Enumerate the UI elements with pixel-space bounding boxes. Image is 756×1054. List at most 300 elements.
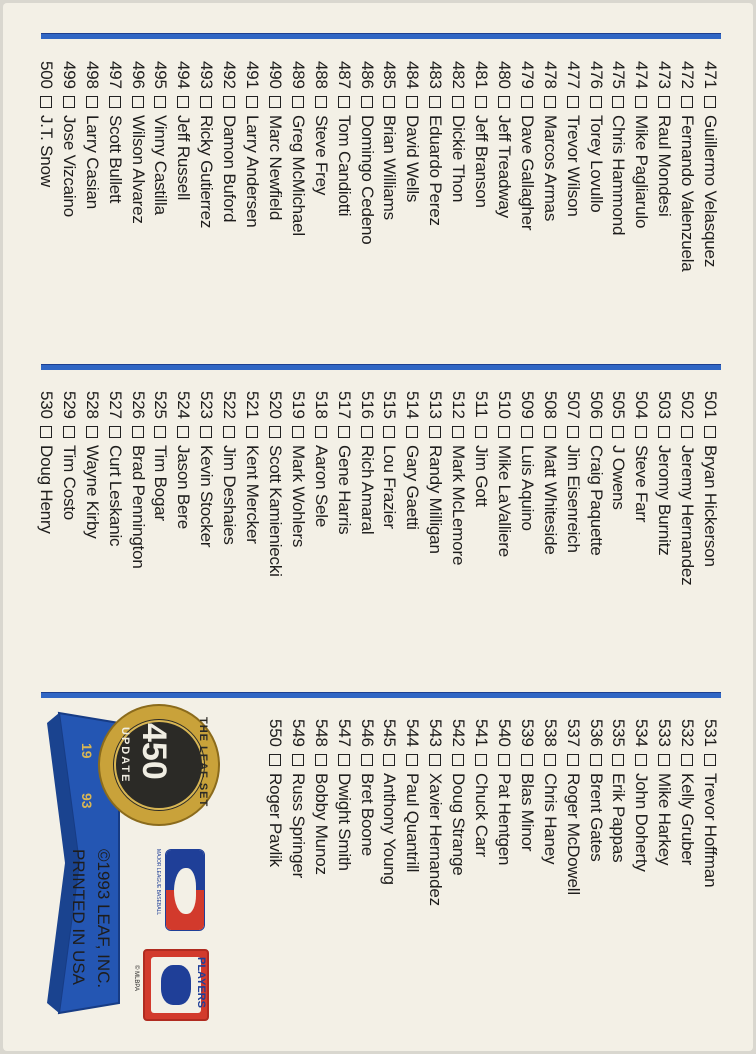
- card-number-label: 504: [632, 391, 652, 419]
- card-number-label: 502: [678, 391, 698, 419]
- checklist-entry: [354, 61, 380, 245]
- player-name: Bryan Hickerson: [701, 445, 720, 567]
- players-text: PLAYERS: [195, 957, 207, 1008]
- checkbox-icon[interactable]: [361, 426, 373, 438]
- player-name: Damon Buford: [220, 115, 240, 223]
- checklist-entry: [102, 61, 128, 203]
- card-number-label: 543: [426, 719, 446, 747]
- player-name: John Doherty: [632, 773, 652, 872]
- checklist-entry: [697, 61, 723, 267]
- player-name: David Wells: [403, 115, 423, 203]
- player-name: Lou Frazier: [380, 445, 400, 529]
- player-name: Jeromy Burnitz: [655, 445, 675, 556]
- player-name: Vinny Castilla: [151, 115, 171, 215]
- player-name: Jeff Branson: [472, 115, 491, 208]
- player-name: Rich Amaral: [357, 445, 377, 535]
- checklist-entry: [125, 61, 151, 224]
- card-number-label: 525: [151, 391, 171, 419]
- player-name: Xavier Hernandez: [426, 773, 446, 906]
- checkbox-icon[interactable]: [544, 96, 556, 108]
- player-name: Jim Deshaies: [220, 445, 240, 545]
- checklist-entry: [422, 391, 448, 554]
- player-name: Matt Whiteside: [540, 445, 560, 555]
- card-number-label: 493: [197, 61, 217, 89]
- checkbox-icon[interactable]: [544, 754, 556, 766]
- card-number-label: 542: [449, 719, 469, 747]
- checkbox-icon[interactable]: [658, 426, 670, 438]
- player-name: Curt Leskanic: [105, 445, 125, 547]
- player-name: Jeff Treadway: [494, 115, 514, 218]
- card-number-label: 511: [472, 391, 491, 418]
- checkbox-icon[interactable]: [452, 426, 464, 438]
- checkbox-icon[interactable]: [154, 426, 166, 438]
- player-name: Chris Haney: [540, 773, 560, 865]
- card-number-label: 471: [701, 61, 720, 89]
- checkbox-icon[interactable]: [246, 426, 258, 438]
- checkbox-icon[interactable]: [612, 754, 624, 766]
- checklist-entry: [628, 719, 654, 872]
- player-name: Craig Paquette: [586, 445, 606, 556]
- checklist-entry: [537, 61, 563, 221]
- card-number-label: 485: [380, 61, 400, 89]
- card-number-label: 527: [105, 391, 125, 419]
- player-name: Luis Aquino: [517, 445, 537, 531]
- checkbox-icon[interactable]: [292, 96, 304, 108]
- card-number-label: 531: [701, 719, 720, 747]
- player-name: Mike Harkey: [655, 773, 675, 866]
- card-number-label: 501: [701, 391, 720, 419]
- player-name: J Owens: [609, 445, 629, 510]
- checkbox-icon[interactable]: [475, 96, 487, 108]
- player-name: Wayne Kirby: [82, 445, 102, 539]
- card-number-label: 534: [632, 719, 652, 747]
- checkbox-icon[interactable]: [612, 96, 624, 108]
- player-name: Larry Andersen: [243, 115, 262, 228]
- checklist-entry: [651, 719, 677, 865]
- year-right: 93: [79, 793, 95, 809]
- checkbox-icon[interactable]: [704, 426, 716, 438]
- checklist-entry: [308, 391, 334, 527]
- card-number-label: 519: [288, 391, 308, 419]
- checkbox-icon[interactable]: [223, 96, 235, 108]
- card-number-label: 484: [403, 61, 423, 89]
- checklist-entry: [308, 719, 334, 875]
- checkbox-icon[interactable]: [383, 754, 395, 766]
- checkbox-icon[interactable]: [361, 96, 373, 108]
- player-name: Kent Mercker: [243, 445, 262, 544]
- checkbox-icon[interactable]: [292, 754, 304, 766]
- checklist-entry: [239, 391, 265, 544]
- player-name: Chuck Carr: [472, 773, 491, 857]
- checklist-entry: [354, 391, 380, 534]
- seal-top-text: THE LEAF SET: [197, 717, 209, 808]
- checkbox-icon[interactable]: [63, 426, 75, 438]
- player-name: Dwight Smith: [334, 773, 354, 871]
- checklist-entry: [514, 719, 540, 851]
- checkbox-icon[interactable]: [612, 426, 624, 438]
- checkbox-icon[interactable]: [109, 426, 121, 438]
- checkbox-icon[interactable]: [590, 96, 602, 108]
- checklist-entry: [651, 391, 677, 556]
- card-number-label: 479: [517, 61, 537, 89]
- checklist-entry: [491, 61, 517, 218]
- checklist-entry: [79, 391, 105, 539]
- checkbox-icon[interactable]: [406, 754, 418, 766]
- checkbox-icon[interactable]: [429, 426, 441, 438]
- checkbox-icon[interactable]: [567, 754, 579, 766]
- checkbox-icon[interactable]: [132, 96, 144, 108]
- card-number-label: 515: [380, 391, 400, 419]
- checkbox-icon[interactable]: [292, 426, 304, 438]
- player-name: Scott Bullett: [105, 115, 125, 204]
- checkbox-icon[interactable]: [406, 426, 418, 438]
- checkbox-icon[interactable]: [200, 426, 212, 438]
- card-number-label: 503: [655, 391, 675, 419]
- checklist-entry: [331, 391, 357, 534]
- card-number-label: 486: [357, 61, 377, 89]
- card-number-label: 528: [82, 391, 102, 419]
- checkbox-icon[interactable]: [704, 96, 716, 108]
- checkbox-icon[interactable]: [177, 96, 189, 108]
- card-number-label: 524: [174, 391, 194, 419]
- player-name: Jim Gott: [472, 445, 491, 507]
- checklist-entry: [147, 391, 173, 521]
- card-number-label: 476: [586, 61, 606, 89]
- checkbox-icon[interactable]: [429, 754, 441, 766]
- checklist-entry: [56, 61, 82, 217]
- checkbox-icon[interactable]: [406, 96, 418, 108]
- checkbox-icon[interactable]: [452, 96, 464, 108]
- checklist-entry: [651, 61, 677, 217]
- player-name: Scott Kamieniecki: [265, 445, 285, 577]
- player-name: Mark McLemore: [449, 445, 469, 566]
- checkbox-icon[interactable]: [315, 426, 327, 438]
- checkbox-icon[interactable]: [177, 426, 189, 438]
- checklist-entry: [491, 391, 517, 557]
- checklist-entry: [697, 391, 723, 567]
- player-name: Jim Eisenreich: [563, 445, 583, 553]
- checkbox-icon[interactable]: [681, 96, 693, 108]
- checkbox-icon[interactable]: [315, 96, 327, 108]
- copyright-line-2: PRINTED IN USA: [69, 849, 88, 986]
- checkbox-icon[interactable]: [223, 426, 235, 438]
- card-number-label: 495: [151, 61, 171, 89]
- card-number-label: 506: [586, 391, 606, 419]
- checklist-entry: [399, 61, 425, 202]
- player-name: Marc Newfield: [265, 115, 285, 221]
- checkbox-icon[interactable]: [63, 96, 75, 108]
- card-number-label: 530: [36, 391, 56, 419]
- divider-rule-middle: [41, 364, 721, 370]
- card-number-label: 536: [586, 719, 606, 747]
- card-number-label: 508: [540, 391, 560, 419]
- checklist-entry: [376, 391, 402, 529]
- card-number-label: 526: [128, 391, 148, 419]
- checklist-entry: [33, 391, 59, 534]
- card-number-label: 488: [311, 61, 331, 89]
- player-name: Trevor Hoffman: [701, 773, 720, 888]
- player-name: J.T. Snow: [36, 115, 56, 187]
- player-name: Chris Hammond: [609, 115, 629, 236]
- checklist-entry: [147, 61, 173, 215]
- card-number-label: 472: [678, 61, 698, 89]
- checklist-entry: [674, 391, 700, 585]
- card-number-label: 481: [472, 61, 491, 89]
- card-number-label: 492: [220, 61, 240, 89]
- player-name: Bobby Munoz: [311, 773, 331, 875]
- player-name: Kelly Gruber: [678, 773, 698, 866]
- players-sub-text: © MLBPA: [133, 965, 139, 991]
- player-name: Jeremy Hernandez: [678, 445, 698, 586]
- player-name: Torey Lovullo: [586, 115, 606, 213]
- card-number-label: 546: [357, 719, 377, 747]
- checkbox-icon[interactable]: [521, 96, 533, 108]
- player-name: Steve Frey: [311, 115, 331, 196]
- checklist-entry: [674, 61, 700, 272]
- card-number-label: 523: [197, 391, 217, 419]
- checkbox-icon[interactable]: [681, 426, 693, 438]
- checkbox-icon[interactable]: [658, 754, 670, 766]
- player-name: Greg McMichael: [288, 115, 308, 236]
- checkbox-icon[interactable]: [498, 96, 510, 108]
- player-name: Aaron Sele: [311, 445, 331, 528]
- player-name: Roger McDowell: [563, 773, 583, 895]
- checkbox-icon[interactable]: [635, 426, 647, 438]
- card-number-label: 520: [265, 391, 285, 419]
- player-name: Dickie Thon: [449, 115, 469, 203]
- checkbox-icon[interactable]: [498, 426, 510, 438]
- player-name: Steve Farr: [632, 445, 652, 523]
- seal-update-text: UPDATE: [119, 727, 131, 784]
- checkbox-icon[interactable]: [109, 96, 121, 108]
- checklist-entry: [537, 391, 563, 555]
- checklist-entry: [399, 719, 425, 872]
- checkbox-icon[interactable]: [86, 96, 98, 108]
- checklist-entry: [102, 391, 128, 546]
- checkbox-icon[interactable]: [590, 754, 602, 766]
- player-name: Mike LaValliere: [494, 445, 514, 557]
- checkbox-icon[interactable]: [429, 96, 441, 108]
- checkbox-icon[interactable]: [452, 754, 464, 766]
- checkbox-icon[interactable]: [498, 754, 510, 766]
- checkbox-icon[interactable]: [635, 96, 647, 108]
- checkbox-icon[interactable]: [704, 754, 716, 766]
- checklist-entry: [331, 719, 357, 871]
- checklist-entry: [125, 391, 151, 569]
- card-number-label: 483: [426, 61, 446, 89]
- checklist-entry: [491, 719, 517, 865]
- checklist-entry: [628, 391, 654, 522]
- card-number-label: 480: [494, 61, 514, 89]
- checklist-entry: [56, 391, 82, 520]
- player-name: Brian Williams: [380, 115, 400, 220]
- card-number-label: 482: [449, 61, 469, 89]
- checklist-entry: [285, 61, 311, 236]
- player-name: Randy Milligan: [426, 445, 446, 554]
- checklist-entry: [33, 61, 59, 187]
- player-name: Paul Quantrill: [403, 773, 423, 873]
- player-name: Blas Minor: [517, 773, 537, 852]
- card-number-label: 549: [288, 719, 308, 747]
- checkbox-icon[interactable]: [567, 426, 579, 438]
- checkbox-icon[interactable]: [86, 426, 98, 438]
- checkbox-icon[interactable]: [521, 754, 533, 766]
- checklist-entry: [216, 61, 242, 222]
- checkbox-icon[interactable]: [269, 426, 281, 438]
- checkbox-icon[interactable]: [383, 96, 395, 108]
- player-name: Wilson Alvarez: [128, 115, 148, 224]
- checkbox-icon[interactable]: [567, 96, 579, 108]
- player-name: Fernando Valenzuela: [678, 115, 698, 272]
- checkbox-icon[interactable]: [658, 96, 670, 108]
- card-number-label: 478: [540, 61, 560, 89]
- checklist-entry: [445, 719, 471, 876]
- card-number-label: 529: [59, 391, 79, 419]
- checkbox-icon[interactable]: [40, 96, 52, 108]
- checklist-entry: [583, 719, 609, 862]
- card-back: [3, 3, 753, 1051]
- checkbox-icon[interactable]: [40, 426, 52, 438]
- card-number-label: 538: [540, 719, 560, 747]
- checklist-entry: [262, 391, 288, 577]
- card-number-label: 548: [311, 719, 331, 747]
- checkbox-icon[interactable]: [269, 96, 281, 108]
- checkbox-icon[interactable]: [338, 96, 350, 108]
- divider-rule-bottom: [41, 692, 721, 698]
- checkbox-icon[interactable]: [269, 754, 281, 766]
- checkbox-icon[interactable]: [315, 754, 327, 766]
- checkbox-icon[interactable]: [521, 426, 533, 438]
- card-number-label: 532: [678, 719, 698, 747]
- player-name: Eduardo Perez: [426, 115, 446, 226]
- player-name: Tim Bogar: [151, 445, 171, 521]
- player-name: Doug Strange: [449, 773, 469, 876]
- checklist-entry: [262, 61, 288, 220]
- card-number-label: 499: [59, 61, 79, 89]
- player-name: Trevor Wilson: [563, 115, 583, 217]
- checklist-entry: [605, 61, 631, 235]
- checkbox-icon[interactable]: [475, 754, 487, 766]
- card-number-label: 491: [243, 61, 262, 89]
- mlb-text: MAJOR LEAGUE BASEBALL: [155, 849, 161, 916]
- card-number-label: 514: [403, 391, 423, 419]
- card-number-label: 500: [36, 61, 56, 89]
- checklist-entry: [170, 391, 196, 529]
- card-number-label: 509: [517, 391, 537, 419]
- card-number-label: 474: [632, 61, 652, 89]
- player-name: Anthony Young: [380, 773, 400, 885]
- checkbox-icon[interactable]: [544, 426, 556, 438]
- checkbox-icon[interactable]: [361, 754, 373, 766]
- player-name: Gary Gaetti: [403, 445, 423, 530]
- card-number-label: 517: [334, 391, 354, 419]
- card-number-label: 550: [265, 719, 285, 747]
- checkbox-icon[interactable]: [590, 426, 602, 438]
- card-number-label: 518: [311, 391, 331, 419]
- checklist-entry: [697, 719, 723, 887]
- card-number-label: 537: [563, 719, 583, 747]
- card-number-label: 505: [609, 391, 629, 419]
- card-number: 450: [135, 723, 173, 780]
- checklist-entry: [376, 719, 402, 885]
- checklist-entry: [537, 719, 563, 864]
- checkbox-icon[interactable]: [383, 426, 395, 438]
- player-name: Jeff Russell: [174, 115, 194, 201]
- checkbox-icon[interactable]: [154, 96, 166, 108]
- player-name: Guillermo Velasquez: [701, 115, 720, 268]
- player-name: Larry Casian: [82, 115, 102, 209]
- checklist-entry: [216, 391, 242, 545]
- card-number-label: 513: [426, 391, 446, 419]
- card-number-label: 516: [357, 391, 377, 419]
- player-name: Erik Pappas: [609, 773, 629, 863]
- checklist-entry: [628, 61, 654, 228]
- checklist-entry: [445, 391, 471, 565]
- checklist-entry: [354, 719, 380, 856]
- card-number-label: 487: [334, 61, 354, 89]
- checklist-entry: [331, 61, 357, 216]
- card-number-label: 541: [472, 719, 491, 747]
- checklist-entry: [583, 61, 609, 213]
- player-name: Pat Hentgen: [494, 773, 514, 866]
- player-name: Bret Boone: [357, 773, 377, 857]
- checklist-entry: [583, 391, 609, 556]
- checklist-entry: [193, 391, 219, 547]
- checklist-entry: [422, 61, 448, 226]
- checklist-entry: [468, 391, 494, 507]
- player-name: Kevin Stocker: [197, 445, 217, 548]
- card-number-label: 535: [609, 719, 629, 747]
- player-name: Dave Gallagher: [517, 115, 537, 231]
- card-number-label: 545: [380, 719, 400, 747]
- player-name: Brad Pennington: [128, 445, 148, 569]
- card-number-label: 533: [655, 719, 675, 747]
- checkbox-icon[interactable]: [635, 754, 647, 766]
- card-number-label: 521: [243, 391, 262, 419]
- checklist-entry: [560, 719, 586, 895]
- checklist-entry: [399, 391, 425, 530]
- checklist-entry: [285, 719, 311, 878]
- checklist-entry: [560, 391, 586, 553]
- card-number-label: 473: [655, 61, 675, 89]
- divider-rule-top: [41, 33, 721, 39]
- player-name: Mark Wohlers: [288, 445, 308, 548]
- player-name: Jose Vizcaino: [59, 115, 79, 217]
- checklist-entry: [79, 61, 105, 209]
- player-name: Mike Pagliarulo: [632, 115, 652, 229]
- checkbox-icon[interactable]: [681, 754, 693, 766]
- checklist-entry: [560, 61, 586, 217]
- checklist-entry: [445, 61, 471, 202]
- player-name: Ricky Gutierrez: [197, 115, 217, 229]
- checkbox-icon[interactable]: [338, 426, 350, 438]
- card-number-label: 475: [609, 61, 629, 89]
- checkbox-icon[interactable]: [338, 754, 350, 766]
- player-name: Russ Springer: [288, 773, 308, 879]
- checkbox-icon[interactable]: [132, 426, 144, 438]
- player-name: Raul Mondesi: [655, 115, 675, 217]
- copyright-line-1: ©1993 LEAF, INC.: [94, 849, 113, 989]
- checklist-entry: [285, 391, 311, 547]
- player-name: Doug Henry: [36, 445, 56, 534]
- checkbox-icon[interactable]: [475, 426, 487, 438]
- player-name: Roger Pavlik: [265, 773, 285, 867]
- checkbox-icon[interactable]: [200, 96, 212, 108]
- player-name: Gene Harris: [334, 445, 354, 535]
- checkbox-icon[interactable]: [246, 96, 258, 108]
- checklist-entry: [262, 719, 288, 867]
- checklist-entry: [308, 61, 334, 195]
